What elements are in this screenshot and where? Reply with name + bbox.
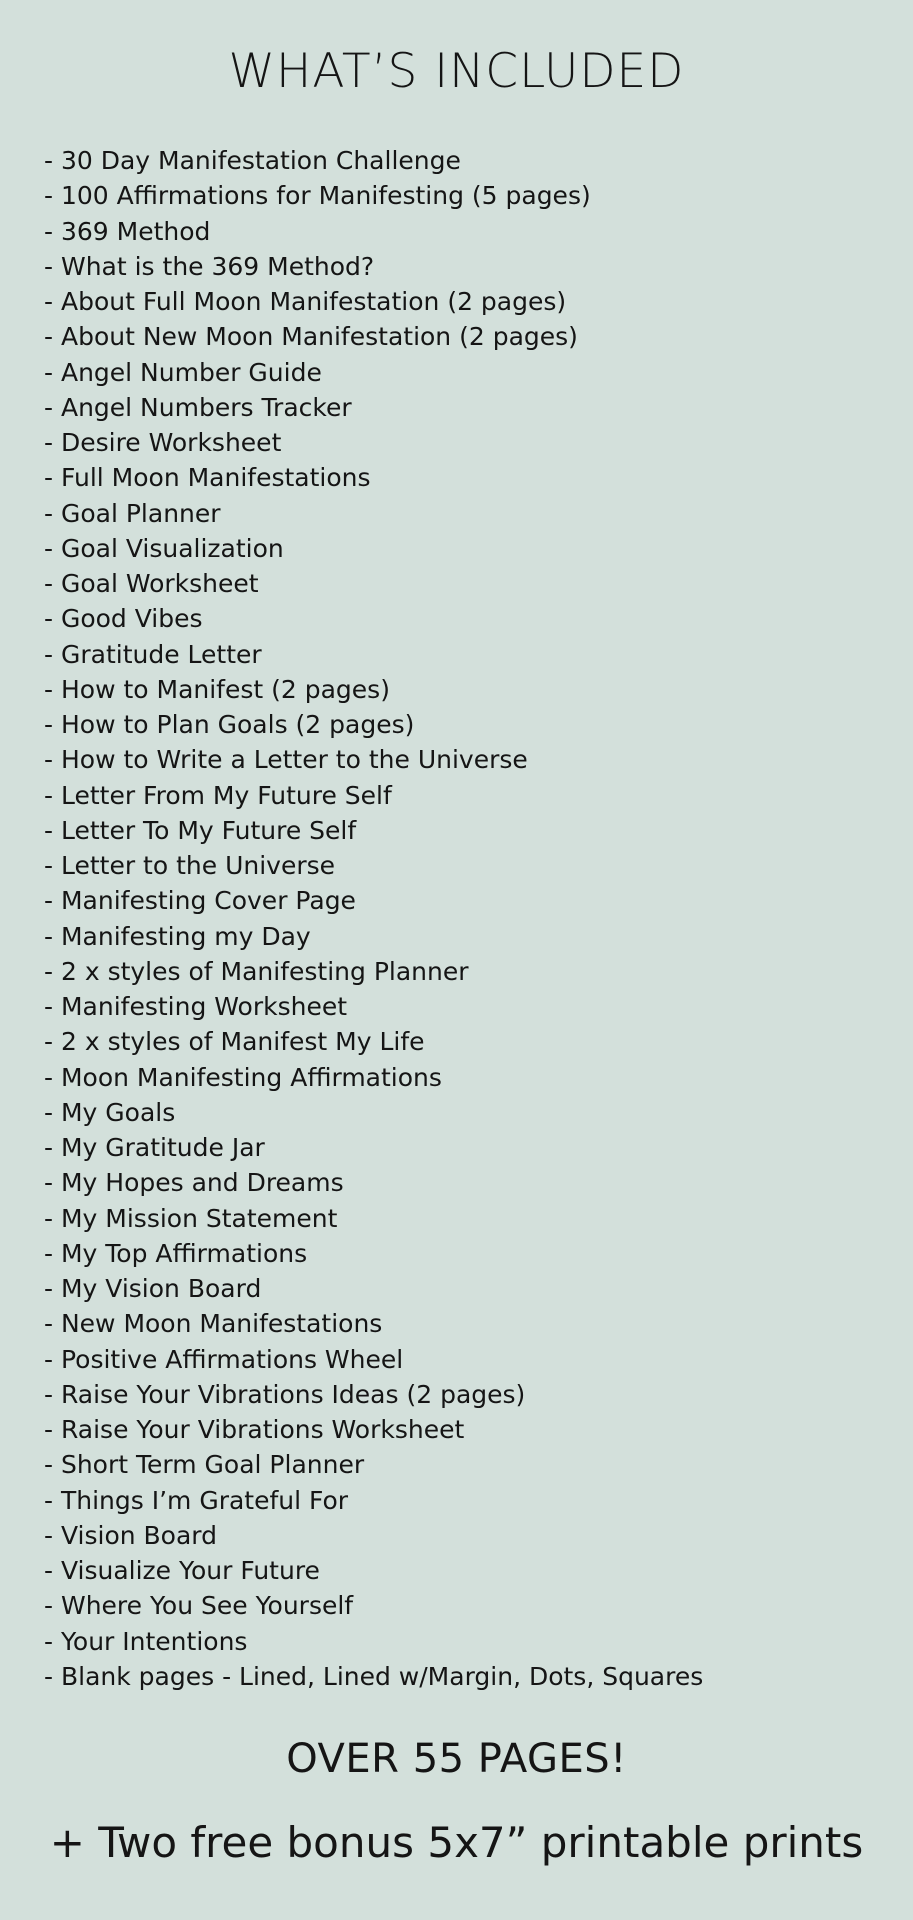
- list-item: - Desire Worksheet: [44, 425, 703, 460]
- list-item: - Manifesting my Day: [44, 919, 703, 954]
- list-item: - Manifesting Worksheet: [44, 989, 703, 1024]
- list-item: - Things I’m Grateful For: [44, 1483, 703, 1518]
- list-item: - Raise Your Vibrations Worksheet: [44, 1412, 703, 1447]
- list-item: - Vision Board: [44, 1518, 703, 1553]
- bonus-offer-text: + Two free bonus 5x7” printable prints: [49, 1818, 864, 1867]
- list-item: - My Hopes and Dreams: [44, 1165, 703, 1200]
- list-item: - What is the 369 Method?: [44, 249, 703, 284]
- list-item: - Goal Visualization: [44, 531, 703, 566]
- list-item: - About Full Moon Manifestation (2 pages): [44, 284, 703, 319]
- list-item: - Positive Affirmations Wheel: [44, 1342, 703, 1377]
- list-item: - Manifesting Cover Page: [44, 883, 703, 918]
- list-item: - Blank pages - Lined, Lined w/Margin, Dots, Squares: [44, 1659, 703, 1694]
- list-item: - Letter From My Future Self: [44, 778, 703, 813]
- list-item: - My Goals: [44, 1095, 703, 1130]
- list-item: - New Moon Manifestations: [44, 1306, 703, 1341]
- list-item: - My Vision Board: [44, 1271, 703, 1306]
- list-item: - How to Manifest (2 pages): [44, 672, 703, 707]
- list-item: - Short Term Goal Planner: [44, 1447, 703, 1482]
- list-item: - Gratitude Letter: [44, 637, 703, 672]
- list-item: - 100 Affirmations for Manifesting (5 pages): [44, 178, 703, 213]
- list-item: - Your Intentions: [44, 1624, 703, 1659]
- list-item: - My Top Affirmations: [44, 1236, 703, 1271]
- list-item: - Letter To My Future Self: [44, 813, 703, 848]
- list-item: - 30 Day Manifestation Challenge: [44, 143, 703, 178]
- list-item: - Good Vibes: [44, 601, 703, 636]
- list-item: - 369 Method: [44, 214, 703, 249]
- list-item: - Goal Planner: [44, 496, 703, 531]
- list-item: - Where You See Yourself: [44, 1588, 703, 1623]
- list-item: - Raise Your Vibrations Ideas (2 pages): [44, 1377, 703, 1412]
- list-item: - Angel Numbers Tracker: [44, 390, 703, 425]
- list-item: - How to Plan Goals (2 pages): [44, 707, 703, 742]
- list-item: - Visualize Your Future: [44, 1553, 703, 1588]
- list-item: - Letter to the Universe: [44, 848, 703, 883]
- list-item: - About New Moon Manifestation (2 pages): [44, 319, 703, 354]
- list-item: - 2 x styles of Manifesting Planner: [44, 954, 703, 989]
- list-item: - Moon Manifesting Affirmations: [44, 1060, 703, 1095]
- list-item: - Goal Worksheet: [44, 566, 703, 601]
- list-item: - How to Write a Letter to the Universe: [44, 742, 703, 777]
- list-item: - My Gratitude Jar: [44, 1130, 703, 1165]
- list-item: - Full Moon Manifestations: [44, 460, 703, 495]
- page-count-heading: OVER 55 PAGES!: [286, 1736, 627, 1782]
- page-title: WHAT’S INCLUDED: [228, 44, 685, 99]
- list-item: - Angel Number Guide: [44, 355, 703, 390]
- list-item: - 2 x styles of Manifest My Life: [44, 1024, 703, 1059]
- list-item: - My Mission Statement: [44, 1201, 703, 1236]
- included-items-list: [44, 143, 703, 1694]
